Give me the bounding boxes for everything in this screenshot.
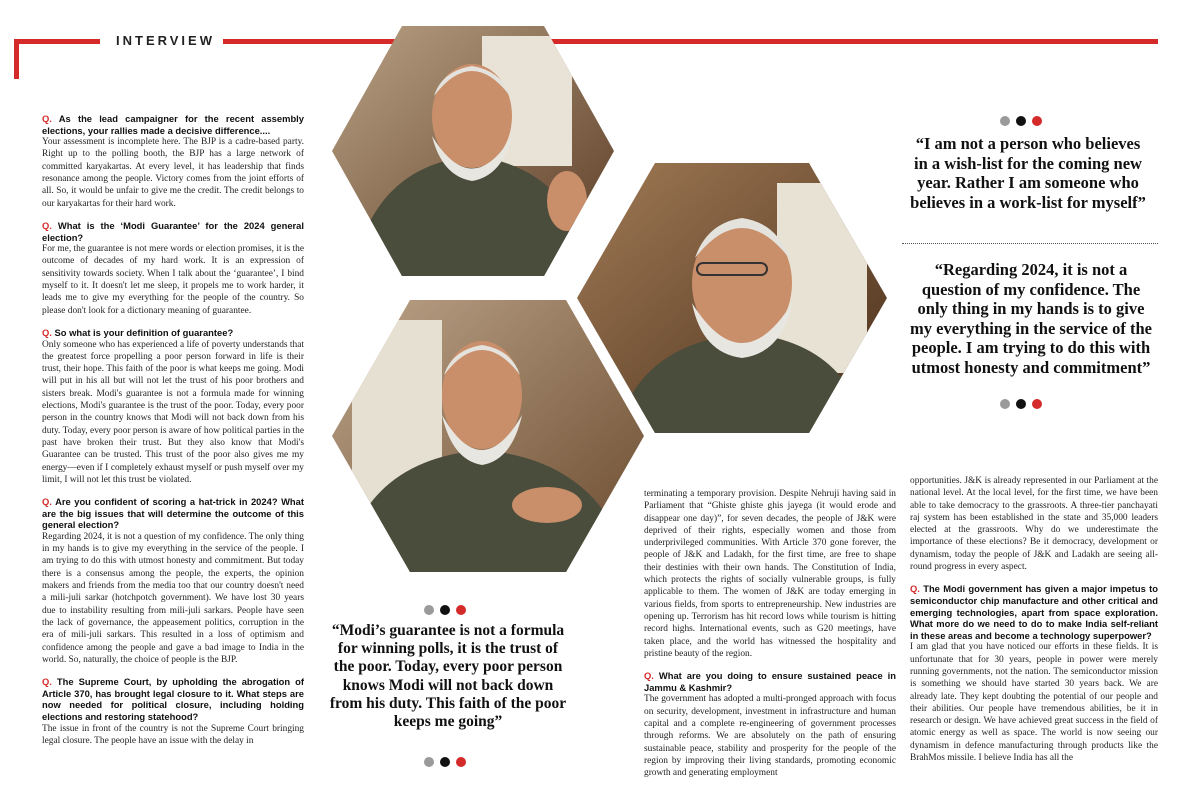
question-heading	[42, 676, 304, 722]
answer-paragraph: The issue in front of the country is not the Supreme Court bringing legal closure. The people have an issue with the delay in	[42, 723, 304, 746]
question-text: As the lead campaigner for the recent assembly elections, your rallies made a decisive difference....	[42, 113, 304, 136]
section-label: INTERVIEW	[108, 33, 223, 48]
gray-dot	[1000, 116, 1010, 126]
black-dot	[440, 605, 450, 615]
black-dot	[440, 757, 450, 767]
answer-paragraph: Only someone who has experienced a life of poverty understands that the greatest force propelling a poor person forward in life is their trust, their hope. This faith of the poor is what keeps me going. Modi will put in his all but will not let the trust of his poor brothers and sisters break. Modi's guarantee is not a formula made for winning elections, Modi's guarantee is the trust of the poor. Today, every poor person in the country knows that Modi will not back down from his duty. Today, every poor person is aware of how political parties in the past have broken their trust. But they also know that Modi's Guarantee can be trusted. This trust of the poor also gives me my energy—even if I completely exhaust myself or push myself over my limit, I will not let this trust be violated.	[42, 339, 304, 485]
question-text: Are you confident of scoring a hat-trick in 2024? What are the big issues that will determine the outcome of this general election?	[42, 496, 304, 531]
question-marker: Q.	[644, 670, 654, 682]
question-marker: Q.	[42, 113, 52, 124]
question-marker: Q.	[42, 219, 52, 231]
column-three	[910, 475, 1158, 764]
red-dot	[1032, 399, 1042, 409]
column-two	[644, 488, 896, 779]
question-marker: Q.	[910, 583, 920, 595]
red-dot	[1032, 116, 1042, 126]
answer-paragraph: For me, the guarantee is not mere words or election promises, it is the outcome of decades of my hard work. It is an expression of sensitivity towards society. When I talk about the ‘guarantee’, I bind myself to it. It doesn't let me sleep, it propels me to work harder, it leads me to give my everything for the people of the country. So please don't look for a dictionary meaning of guarantee.	[42, 244, 304, 316]
gray-dot	[1000, 399, 1010, 409]
body-paragraph: opportunities. J&K is already represented in our Parliament at the national level. At the local level, for the first time, we have been able to take democracy to the grassroots. A three-tier panchayati raj system has been established in the state and 35,000 leaders elected at the grassroots. Why do we underestimate the importance of these elections? Be it democracy, development or dynamism, today the people of J&K and Ladakh are seeing all-round progress in every aspect.	[910, 476, 1158, 573]
gray-dot	[424, 605, 434, 615]
red-dot	[456, 605, 466, 615]
left-corner-rule	[14, 39, 19, 79]
gray-dot	[424, 757, 434, 767]
dots-ornament-center-top	[424, 605, 466, 615]
column-one	[42, 113, 304, 747]
answer-paragraph: The government has adopted a multi-pronged approach with focus on security, development, investment in infrastructure and human capital and a complete re-engineering of government processes through reforms. We are absolutely on the path of ensuring sustainable peace, stability and prosperity for the people of the region by improving their living standards, promoting economic growth and generating employment	[644, 694, 896, 779]
question-marker: Q.	[42, 496, 52, 508]
question-text: So what is your definition of guarantee?	[54, 326, 234, 338]
pull-quote-wishlist: “I am not a person who believes in a wish-list for the coming new year. Rather I am someone who believes in a work-list for myself”	[910, 134, 1146, 212]
dots-ornament-mid-right	[1000, 399, 1042, 409]
question-heading	[910, 583, 1158, 641]
pull-quote-confidence: “Regarding 2024, it is not a question of my confidence. The only thing in my hands is to give my everything in the service of the people. I am trying to do this with utmost honesty and commitment”	[910, 260, 1152, 377]
question-text: What are you doing to ensure sustained peace in Jammu & Kashmir?	[644, 670, 896, 693]
answer-paragraph: Your assessment is incomplete here. The BJP is a cadre-based party. Right up to the polling booth, the BJP has a large network of committed karyakartas. At every level, it has leadership that finds resonance among the people. Victory comes from the joint efforts of all. So, it would be unfair to give me the credit. The credit belongs to our karyakartas for their hard work.	[42, 137, 304, 209]
dots-ornament-top-right	[1000, 116, 1042, 126]
portrait-photo-top	[332, 26, 614, 276]
question-heading	[42, 496, 304, 531]
answer-paragraph: Regarding 2024, it is not a question of my confidence. The only thing in my hands is to give my everything in the service of the people. I am trying to do this with utmost honesty and commitment. But today there is a consensus among the people, the experts, the opinion makers and friends from the media too that our country doesn't need a mili-juli sarkar (hotchpotch government). We have lost 30 years due to instability resulting from mili-juli sarkars. People have seen the lack of governance, the appeasement politics, corruption in the era of mili-juli sarkars. This resulted in a loss of optimism and confidence among the people and gave a bad image to India in the world. So, naturally, the choice of people is the BJP.	[42, 531, 304, 665]
question-text: The Supreme Court, by upholding the abrogation of Article 370, has brought legal closure to it. What steps are now needed for political closure, including holding elections and restoring statehood?	[42, 676, 304, 722]
red-dot	[456, 757, 466, 767]
question-marker: Q.	[42, 326, 52, 338]
question-heading	[644, 670, 896, 693]
top-rule-left	[14, 39, 100, 44]
black-dot	[1016, 399, 1026, 409]
question-marker: Q.	[42, 676, 52, 688]
answer-paragraph: I am glad that you have noticed our efforts in these fields. It is unfortunate that for 30 years, people in power were merely running governments, not the nation. The semiconductor mission is something we should have started 30 years back. We are already late. They kept doubting the potential of our people and their abilities. Our people have tremendous abilities, be it in research or design. We have achieved great success in the field of atomic energy as well as space. The world is now seeing our dynamism in defence manufacturing through products like the BrahMos missile. I believe India has all the	[910, 642, 1158, 764]
dotted-divider	[902, 243, 1158, 244]
black-dot	[1016, 116, 1026, 126]
question-heading	[42, 113, 304, 136]
question-heading	[42, 327, 304, 339]
question-text: What is the ‘Modi Guarantee’ for the 2024 general election?	[42, 219, 305, 243]
portrait-photo-right	[577, 163, 887, 433]
dots-ornament-center-bottom	[424, 757, 466, 767]
pull-quote-guarantee: “Modi’s guarantee is not a formula for winning polls, it is the trust of the poor. Today, every poor person knows Modi will not back down from his duty. This faith of the poor keeps me going”	[329, 622, 567, 731]
body-paragraph: terminating a temporary provision. Despite Nehruji having said in Parliament that “Ghiste ghiste ghis jayega (it would erode and disappear one day)”, for seven decades, the people of J&K were deprived of their rights, especially women and those from underprivileged communities. With Article 370 gone forever, the people of J&K and Ladakh, for the first time, are free to shape their destinies with their own hands. The Constitution of India, which protects the rights of socially vulnerable groups, is fully applicable to them. The women of J&K are today emerging in various fields, from sports to entrepreneurship. New industries are opening up. Terrorism has hit record lows while tourism is hitting record highs. International events, such as G20 meetings, have taken place, and the world has witnessed the hospitality and pristine beauty of the region.	[644, 489, 896, 659]
question-heading	[42, 220, 304, 243]
question-text: The Modi government has given a major impetus to semiconductor chip manufacture and other critical and emerging technologies, apart from space exploration. What more do we need to do to make India self-reliant in these areas and become a technology superpower?	[910, 583, 1159, 641]
